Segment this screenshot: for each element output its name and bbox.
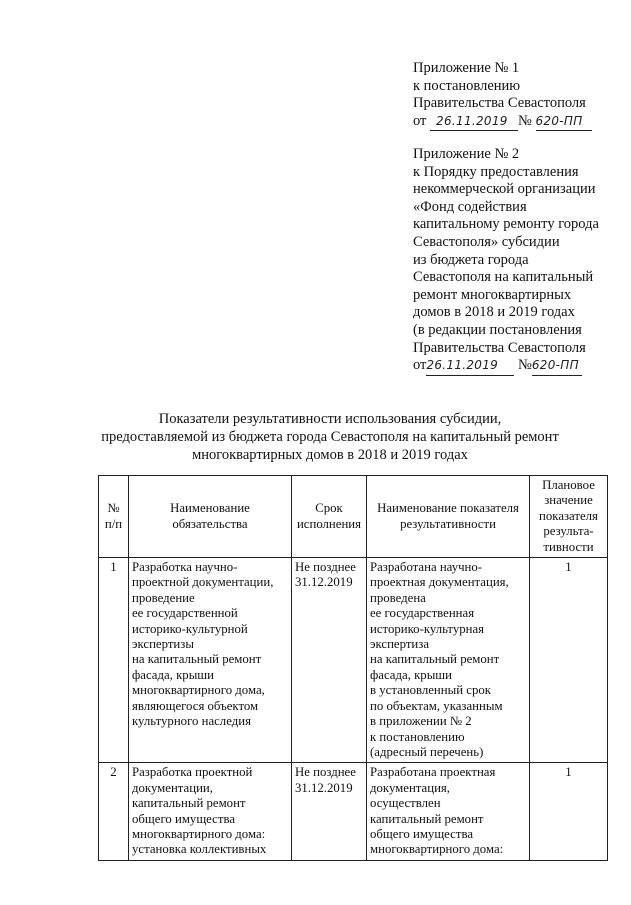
header-text: результа-: [543, 524, 594, 539]
cell-line: 31.12.2019: [295, 780, 353, 795]
header-text: результативности: [400, 516, 496, 531]
header-text: исполнения: [296, 516, 362, 531]
document-title: [60, 410, 600, 464]
appendix-2-line: Севастополя» субсидии: [413, 233, 560, 250]
appendix-2-date-line: [413, 357, 599, 376]
appendix-2-line: домов в 2018 и 2019 годах: [413, 304, 575, 321]
cell-line: многоквартирного дома:: [132, 826, 266, 841]
appendix-2-line: некоммерческой организации: [413, 181, 596, 198]
appendix-1-header: [413, 60, 592, 131]
indicators-table: [98, 475, 608, 861]
header-obligation: [129, 476, 292, 558]
cell-line: капитальный ремонт: [370, 811, 484, 826]
cell-line: 31.12.2019: [295, 575, 353, 590]
title-line: Показатели результативности использования субсидии,: [158, 411, 502, 427]
appendix-2-line: Приложение № 2: [413, 146, 520, 162]
planned-value-cell: 1: [530, 558, 608, 763]
number-label: №: [518, 112, 532, 129]
cell-line: ее государственной: [132, 606, 238, 621]
header-text: Срок: [315, 501, 343, 516]
appendix-1-date-line: [413, 113, 592, 132]
header-text: тивности: [543, 539, 594, 554]
header-number: [99, 476, 129, 558]
cell-line: общего имущества: [132, 811, 235, 826]
appendix-2-line: Правительства Севастополя: [413, 339, 586, 356]
cell-line: на капитальный ремонт: [370, 652, 500, 667]
cell-line: проведение: [132, 590, 195, 605]
handwritten-date: 26.11.2019: [426, 357, 514, 376]
header-text: обязательства: [172, 516, 248, 531]
handwritten-number: 620-ПП: [532, 357, 582, 376]
cell-line: документация,: [370, 780, 451, 795]
cell-line: осуществлен: [370, 796, 441, 811]
appendix-2-line: капитальному ремонту города: [413, 216, 599, 233]
cell-line: культурного наследия: [132, 714, 251, 729]
header-text: Наименование показателя: [377, 501, 519, 516]
appendix-2-line: из бюджета города: [413, 251, 529, 268]
appendix-2-line: (в редакции постановления: [413, 321, 582, 338]
cell-line: общего имущества: [370, 826, 473, 841]
row-number: 2: [99, 763, 129, 860]
appendix-1-line: к постановлению: [413, 77, 521, 94]
cell-line: на капитальный ремонт: [132, 652, 262, 667]
title-line: предоставляемой из бюджета города Севастополя на капитальный ремонт: [101, 429, 559, 445]
cell-line: историко-культурной: [132, 621, 248, 636]
indicator-cell: [367, 558, 530, 763]
header-text: показателя: [539, 508, 598, 523]
header-indicator: [367, 476, 530, 558]
cell-line: проведена: [370, 590, 426, 605]
cell-line: установка коллективных: [132, 842, 267, 857]
appendix-2-line: «Фонд содействия: [413, 198, 527, 215]
appendix-2-header: [413, 146, 599, 376]
cell-line: Не позднее: [295, 560, 356, 575]
number-label: №: [518, 357, 532, 374]
table-row: [99, 558, 608, 763]
appendix-2-line: ремонт многоквартирных: [413, 286, 572, 303]
cell-line: экспертизы: [132, 637, 194, 652]
header-text: Наименование: [170, 501, 250, 516]
header-text: №: [107, 501, 120, 516]
cell-line: Разработка проектной: [132, 765, 253, 780]
header-text: Плановое: [542, 478, 595, 492]
appendix-1-line: Приложение № 1: [413, 60, 520, 76]
cell-line: являющегося объектом: [132, 698, 259, 713]
cell-line: документации,: [132, 780, 213, 795]
cell-line: многоквартирного дома,: [132, 683, 265, 698]
cell-line: к постановлению: [370, 729, 465, 744]
handwritten-date: 26.11.2019: [430, 113, 518, 132]
header-text: значение: [544, 493, 593, 508]
cell-line: проектной документации,: [132, 575, 274, 590]
cell-line: Разработана научно-: [370, 560, 483, 575]
cell-line: многоквартирного дома:: [370, 842, 504, 857]
handwritten-number: 620-ПП: [536, 113, 592, 132]
cell-line: экспертиза: [370, 637, 430, 652]
cell-line: по объектам, указанным: [370, 698, 503, 713]
cell-line: Разработана проектная: [370, 765, 496, 780]
cell-line: фасада, крыши: [132, 667, 214, 682]
obligation-cell: [129, 558, 292, 763]
appendix-2-line: Севастополя на капитальный: [413, 269, 594, 286]
row-number: 1: [99, 558, 129, 763]
deadline-cell: [292, 558, 367, 763]
header-planned-value: [530, 476, 608, 558]
obligation-cell: [129, 763, 292, 860]
deadline-cell: [292, 763, 367, 860]
planned-value-cell: 1: [530, 763, 608, 860]
table-row: [99, 763, 608, 860]
from-label: от: [413, 357, 427, 374]
cell-line: в приложении № 2: [370, 714, 472, 729]
cell-line: (адресный перечень): [370, 744, 484, 759]
from-label: от: [413, 112, 427, 129]
cell-line: ее государственная: [370, 606, 475, 621]
table-header-row: [99, 476, 608, 558]
cell-line: Не позднее: [295, 765, 356, 780]
title-line: многоквартирных домов в 2018 и 2019 годах: [192, 447, 468, 463]
indicator-cell: [367, 763, 530, 860]
header-deadline: [292, 476, 367, 558]
cell-line: капитальный ремонт: [132, 796, 246, 811]
cell-line: фасада, крыши: [370, 667, 452, 682]
cell-line: в установленный срок: [370, 683, 491, 698]
cell-line: проектная документация,: [370, 575, 509, 590]
appendix-2-line: к Порядку предоставления: [413, 163, 579, 180]
header-text: п/п: [104, 516, 123, 531]
appendix-1-line: Правительства Севастополя: [413, 95, 586, 112]
cell-line: историко-культурная: [370, 621, 485, 636]
cell-line: Разработка научно-: [132, 560, 238, 575]
